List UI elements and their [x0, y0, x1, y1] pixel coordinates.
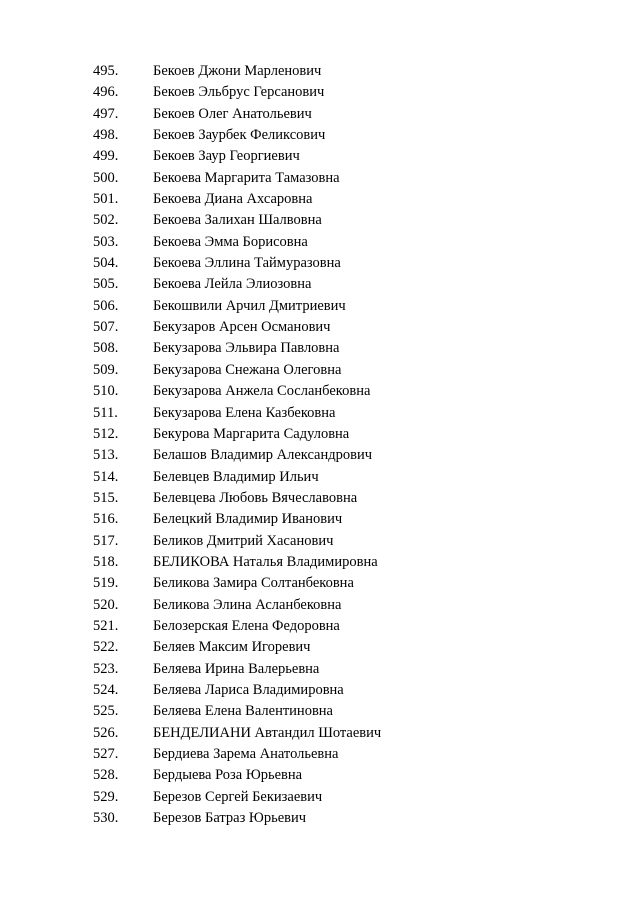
person-name: Бекоева Эллина Таймуразовна	[153, 255, 341, 272]
item-number: 514.	[93, 468, 119, 485]
list-item	[0, 531, 640, 552]
person-name: Бекоева Лейла Элиозовна	[153, 276, 312, 293]
person-name: Бекоев Заур Георгиевич	[153, 148, 300, 165]
person-name: Бекузарова Эльвира Павловна	[153, 340, 340, 357]
person-name: Бекоев Эльбрус Герсанович	[153, 84, 325, 101]
list-item	[0, 595, 640, 616]
item-number: 499.	[93, 148, 119, 165]
list-item	[0, 765, 640, 786]
list-item	[0, 82, 640, 103]
list-item	[0, 659, 640, 680]
person-name: Белевцев Владимир Ильич	[153, 468, 319, 485]
person-name: БЕНДЕЛИАНИ Автандил Шотаевич	[153, 724, 382, 741]
item-number: 497.	[93, 105, 119, 122]
list-item	[0, 509, 640, 530]
person-name: Бекоев Заурбек Феликсович	[153, 127, 326, 144]
person-name: Бекоева Залихан Шалвовна	[153, 212, 322, 229]
list-item	[0, 338, 640, 359]
list-item	[0, 744, 640, 765]
item-number: 517.	[93, 532, 119, 549]
list-item	[0, 637, 640, 658]
list-item	[0, 723, 640, 744]
person-name: Бекоева Диана Ахсаровна	[153, 191, 313, 208]
person-name: Бекузарова Снежана Олеговна	[153, 361, 342, 378]
list-item	[0, 552, 640, 573]
item-number: 501.	[93, 191, 119, 208]
list-item	[0, 680, 640, 701]
person-name: Березов Сергей Бекизаевич	[153, 788, 323, 805]
item-number: 511.	[93, 404, 118, 421]
person-name: Белашов Владимир Александрович	[153, 447, 373, 464]
person-name: Бекоев Олег Анатольевич	[153, 105, 312, 122]
person-name: Бердыева Роза Юрьевна	[153, 767, 303, 784]
person-name: Беликова Замира Солтанбековна	[153, 575, 354, 592]
list-item	[0, 210, 640, 231]
item-number: 524.	[93, 681, 119, 698]
names-list	[0, 61, 640, 829]
item-number: 515.	[93, 489, 119, 506]
item-number: 500.	[93, 169, 119, 186]
item-number: 502.	[93, 212, 119, 229]
list-item	[0, 381, 640, 402]
list-item	[0, 360, 640, 381]
item-number: 516.	[93, 511, 119, 528]
person-name: Беликова Элина Асланбековна	[153, 596, 342, 613]
list-item	[0, 274, 640, 295]
list-item	[0, 104, 640, 125]
list-item	[0, 61, 640, 82]
person-name: Бекузаров Арсен Османович	[153, 319, 331, 336]
item-number: 519.	[93, 575, 119, 592]
person-name: Бекошвили Арчил Дмитриевич	[153, 297, 346, 314]
list-item	[0, 189, 640, 210]
item-number: 520.	[93, 596, 119, 613]
item-number: 527.	[93, 746, 119, 762]
person-name: Бекурова Маргарита Садуловна	[153, 425, 350, 442]
list-item	[0, 424, 640, 445]
item-number: 504.	[93, 255, 119, 272]
person-name: Беляев Максим Игоревич	[153, 639, 311, 656]
item-number: 498.	[93, 127, 119, 144]
list-item	[0, 787, 640, 808]
person-name: Бекузарова Анжела Сосланбековна	[153, 383, 371, 400]
item-number: 518.	[93, 553, 119, 570]
person-name: Бекузарова Елена Казбековна	[153, 404, 336, 421]
list-item	[0, 253, 640, 274]
item-number: 508.	[93, 340, 119, 357]
item-number: 506.	[93, 297, 119, 314]
item-number: 521.	[93, 617, 119, 634]
person-name: Беляева Елена Валентиновна	[153, 703, 333, 720]
list-item	[0, 616, 640, 637]
item-number: 525.	[93, 703, 119, 720]
person-name: Бекоева Эмма Борисовна	[153, 233, 308, 250]
person-name: БЕЛИКОВА Наталья Владимировна	[153, 553, 378, 570]
item-number: 529.	[93, 788, 119, 805]
person-name: Березов Батраз Юрьевич	[153, 810, 307, 827]
list-item	[0, 317, 640, 338]
item-number: 509.	[93, 361, 119, 378]
item-number: 496.	[93, 84, 119, 101]
person-name: Бердиева Зарема Анатольевна	[153, 746, 339, 762]
person-name: Белецкий Владимир Иванович	[153, 511, 343, 528]
list-item	[0, 168, 640, 189]
item-number: 522.	[93, 639, 119, 656]
person-name: Беляева Лариса Владимировна	[153, 681, 344, 698]
list-item	[0, 808, 640, 829]
item-number: 505.	[93, 276, 119, 293]
list-item	[0, 573, 640, 594]
list-item	[0, 403, 640, 424]
list-item	[0, 232, 640, 253]
list-item	[0, 445, 640, 466]
person-name: Белозерская Елена Федоровна	[153, 617, 340, 634]
list-item	[0, 488, 640, 509]
list-item	[0, 467, 640, 488]
item-number: 507.	[93, 319, 119, 336]
item-number: 510.	[93, 383, 119, 400]
item-number: 513.	[93, 447, 119, 464]
person-name: Беляева Ирина Валерьевна	[153, 660, 320, 677]
list-item	[0, 701, 640, 722]
list-item	[0, 296, 640, 317]
item-number: 495.	[93, 63, 119, 79]
item-number: 512.	[93, 425, 119, 442]
item-number: 530.	[93, 810, 119, 827]
person-name: Бекоева Маргарита Тамазовна	[153, 169, 340, 186]
list-item	[0, 146, 640, 167]
item-number: 528.	[93, 767, 119, 784]
person-name: Белевцева Любовь Вячеславовна	[153, 489, 358, 506]
item-number: 526.	[93, 724, 119, 741]
item-number: 523.	[93, 660, 119, 677]
item-number: 503.	[93, 233, 119, 250]
person-name: Бекоев Джони Марленович	[153, 63, 322, 79]
list-item	[0, 125, 640, 146]
person-name: Беликов Дмитрий Хасанович	[153, 532, 334, 549]
